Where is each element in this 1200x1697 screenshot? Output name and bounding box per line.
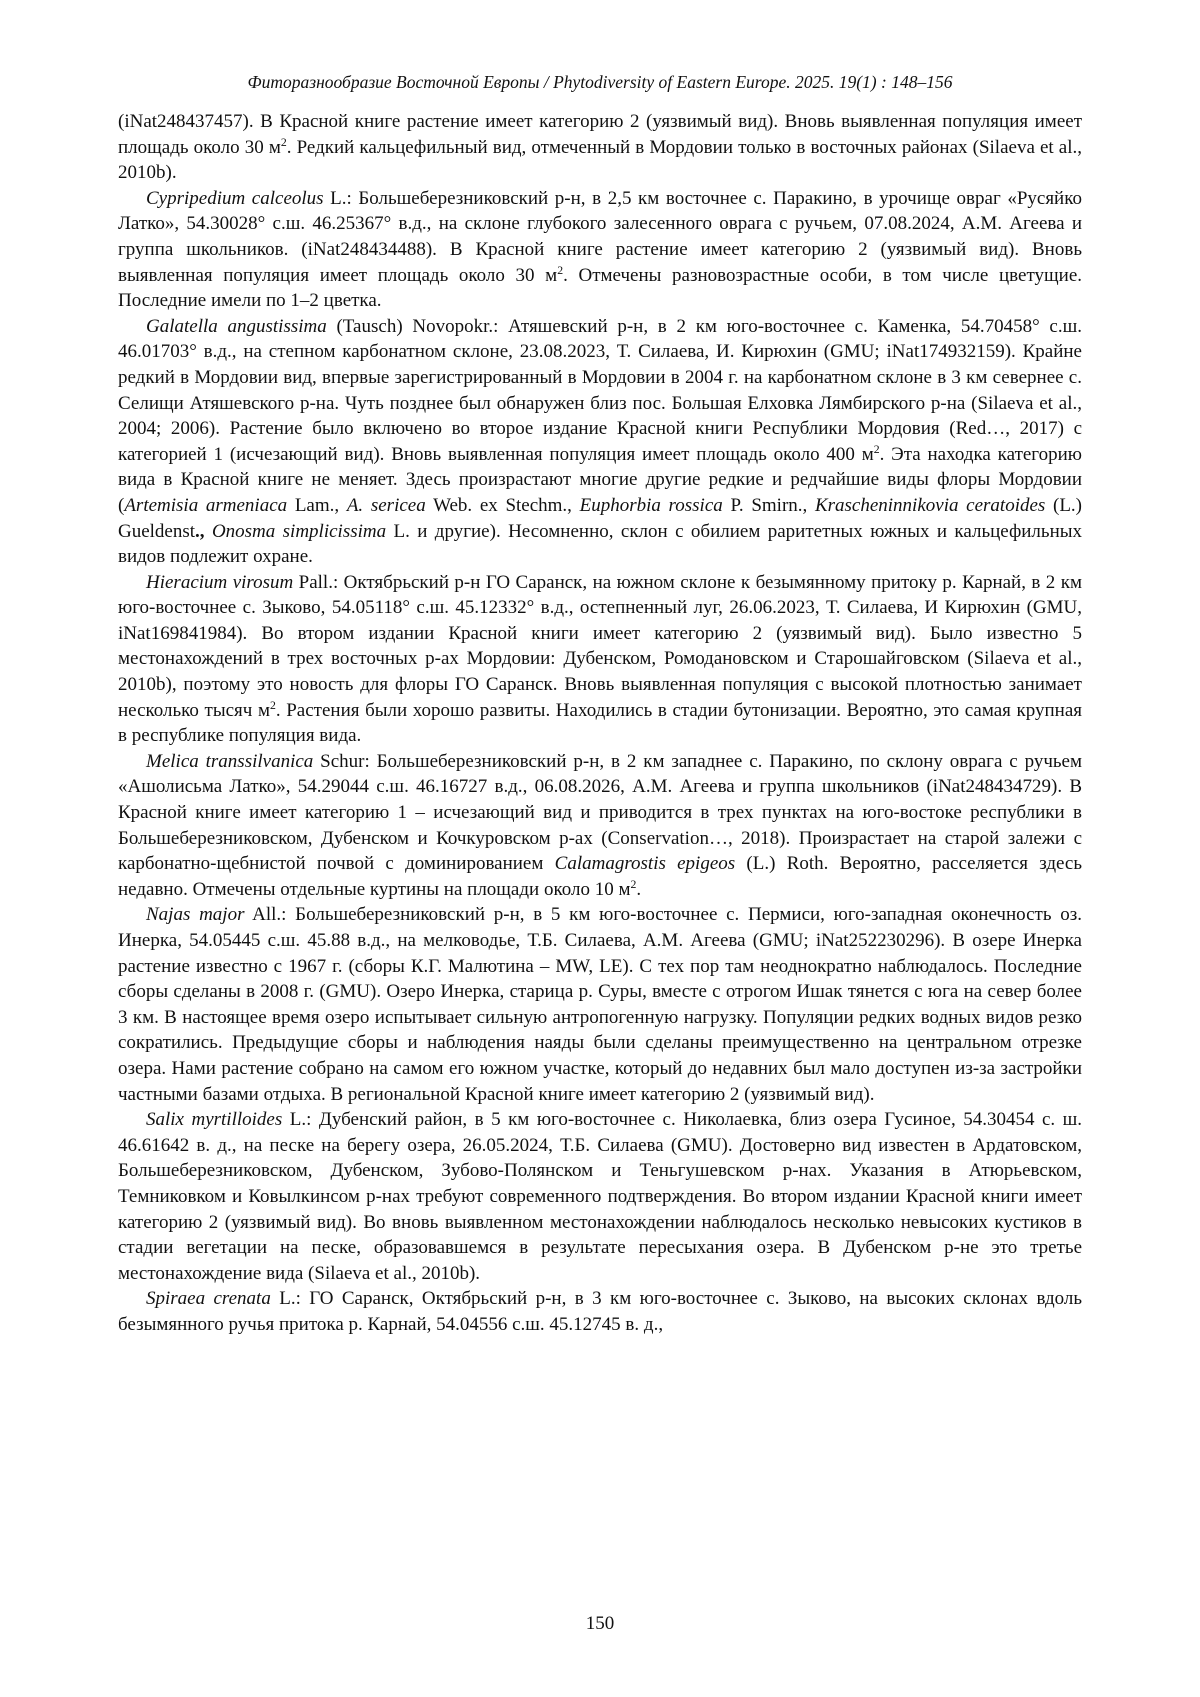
journal-page [0,0,1200,1697]
text-run: Pall.: Октябрьский р-н ГО Саранск, на южном склоне к безымянному притоку р. Карнай, в 2 км юго-восточнее с. Зыково, 54.05118° с.ш. 45.12332° в.д., остепненный луг, 26.06.2023, Т. Силаева, И Кирюхин (GMU, iNat169841984). Во втором издании Красной книги имеет категорию 2 (уязвимый вид). Было известно 5 местонахождений в трех восточных р-ах Мордовии: Дубенском, Ромодановском и Старошайговском (Silaeva et al., 2010b), поэтому это новость для флоры ГО Саранск. Вновь выявленная популяция с высокой плотностью занимает несколько тысяч м [118,572,1082,721]
superscript: 2 [270,699,276,712]
text-run: . [636,879,641,900]
species-name: Cypripedium calceolus [146,188,324,209]
text-run: ., [195,521,205,542]
species-name: Euphorbia rossica [580,495,723,516]
species-name: Artemisia armeniaca [124,495,287,516]
text-run: . Эта находка категорию вида в Красной книге не меняет. Здесь произрастают многие другие редкие и редчайшие виды флоры Мордовии ( [118,444,1082,516]
paragraph [118,902,1082,1107]
text-run: All.: Большеберезниковский р-н, в 5 км юго-восточнее с. Пермиси, юго-западная оконечность оз. Инерка, 54.05445 с.ш. 45.88 в.д., на мелководье, Т.Б. Силаева, А.М. Агеева (GMU; iNat252230296). В озере Инерка растение известно с 1967 г. (сборы К.Г. Малютина – MW, LE). С тех пор там неоднократно наблюдалось. Последние сборы сделаны в 2008 г. (GMU). Озеро Инерка, старица р. Суры, вместе с отрогом Ишак тянется с юга на север более 3 км. В настоящее время озеро испытывает сильную антропогенную нагрузку. Популяции редких водных видов резко сократились. Предыдущие сборы и наблюдения наяды были сделаны преимущественно на центральном отрезке озера. Нами растение собрано на самом его южном участке, который до недавних был мало доступен из-за застройки частными базами отдыха. В региональной Красной книге имеет категорию 2 (уязвимый вид). [118,904,1082,1104]
species-name: Melica transsilvanica [146,751,313,772]
text-run: L. и другие). Несомненно, склон с обилием раритетных южных и кальцефильных видов подлежит охране. [118,521,1082,568]
species-name: Najas major [146,904,244,925]
species-name: Salix myrtilloides [146,1109,282,1130]
text-run: Lam., [287,495,347,516]
text-run: Schur: Большеберезниковский р-н, в 2 км западнее с. Паракино, по склону оврага с ручьем «Ашолисьма Латко», 54.29044 с.ш. 46.16727 в.д., 06.08.2026, А.М. Агеева и группа школьников (iNat248434729). В Красной книге имеет категорию 1 – исчезающий вид и приводится в трех пунктах на юго-востоке республики в Большеберезниковском, Дубенском и Кочкуровском р-ах (Conservation…, 2018). Произрастает на старой залежи с карбонатно-щебнистой почвой с доминированием [118,751,1082,874]
superscript: 2 [630,878,636,891]
text-run: L.: Большеберезниковский р-н, в 2,5 км восточнее с. Паракино, в урочище овраг «Русяйко Латко», 54.30028° с.ш. 46.25367° в.д., на склоне глубокого залесенного оврага с ручьем, 07.08.2024, А.М. Агеева и группа школьников. (iNat248434488). В Красной книге растение имеет категорию 2 (уязвимый вид). Вновь выявленная популяция имеет площадь около 30 м [118,188,1082,286]
text-run: (Tausch) Novopokr.: Атяшевский р-н, в 2 км юго-восточнее с. Каменка, 54.70458° с.ш. 46.01703° в.д., на степном карбонатном склоне, 23.08.2023, Т. Силаева, И. Кирюхин (GMU; iNat174932159). Крайне редкий в Мордовии вид, впервые зарегистрированный в Мордовии в 2004 г. на карбонатном склоне в 3 км севернее с. Селищи Атяшевского р-на. Чуть позднее был обнаружен близ пос. Большая Елховка Лямбирского р-на (Silaeva et al., 2004; 2006). Растение было включено во второе издание Красной книги Республики Мордовия (Red…, 2017) с категорией 1 (исчезающий вид). Вновь выявленная популяция имеет площадь около 400 м [118,316,1082,465]
paragraph [118,314,1082,570]
page-number: 150 [0,1612,1200,1636]
text-run: . Растения были хорошо развиты. Находились в стадии бутонизации. Вероятно, это самая крупная в республике популяция вида. [118,700,1082,747]
superscript: 2 [557,264,563,277]
paragraph [118,186,1082,314]
species-name: Spiraea crenata [146,1288,271,1309]
paragraph [118,1107,1082,1286]
text-run: . Редкий кальцефильный вид, отмеченный в Мордовии только в восточных районах (Silaeva et al., 2010b). [118,137,1082,184]
paragraph [118,1286,1082,1337]
text-run: (L.) Gueldenst [118,495,1082,542]
superscript: 2 [281,136,287,149]
species-name: Galatella angustissima [146,316,327,337]
species-name: Calamagrostis epigeos [555,853,736,874]
species-name: A. sericea [347,495,426,516]
species-name: Onosma simplicissima [212,521,386,542]
text-run: . Отмечены разновозрастные особи, в том числе цветущие. Последние имели по 1–2 цветка. [118,265,1082,312]
running-header: Фиторазнообразие Восточной Европы / Phytodiversity of Eastern Europe. 2025. 19(1) : 148–156 [118,70,1082,94]
text-run: (iNat248437457). В Красной книге растение имеет категорию 2 (уязвимый вид). Вновь выявленная популяция имеет площадь около 30 м [118,111,1082,158]
text-run: L.: Дубенский район, в 5 км юго-восточнее с. Николаевка, близ озера Гусиное, 54.30454 с. ш. 46.61642 в. д., на песке на берегу озера, 26.05.2024, Т.Б. Силаева (GMU). Достоверно вид известен в Ардатовском, Большеберезниковском, Дубенском, Зубово-Полянском и Теньгушевском р-нах. Указания в Атюрьевском, Темниковком и Ковылкинсом р-нах требуют современного подтверждения. Во втором издании Красной книги имеет категорию 2 (уязвимый вид). Во вновь выявленном местонахождении наблюдалось несколько невысоких кустиков в стадии вегетации на песке, образовавшемся в результате пересыхания озера. В Дубенском р-не это третье местонахождение вида (Silaeva et al., 2010b). [118,1109,1082,1284]
text-run: Web. ex Stechm., [426,495,580,516]
superscript: 2 [874,443,880,456]
text-run: L.: ГО Саранск, Октябрьский р-н, в 3 км юго-восточнее с. Зыково, на высоких склонах вдоль безымянного ручья притока р. Карнай, 54.04556 с.ш. 45.12745 в. д., [118,1288,1082,1335]
article-body [118,109,1082,1338]
paragraph [118,570,1082,749]
species-name: Hieracium virosum [146,572,293,593]
text-run: P. Smirn., [723,495,815,516]
paragraph [118,109,1082,186]
species-name: Krascheninnikovia ceratoides [815,495,1045,516]
paragraph [118,749,1082,903]
text-run: (L.) Roth. Вероятно, расселяется здесь недавно. Отмечены отдельные куртины на площади около 10 м [118,853,1082,900]
text-run [205,521,212,542]
